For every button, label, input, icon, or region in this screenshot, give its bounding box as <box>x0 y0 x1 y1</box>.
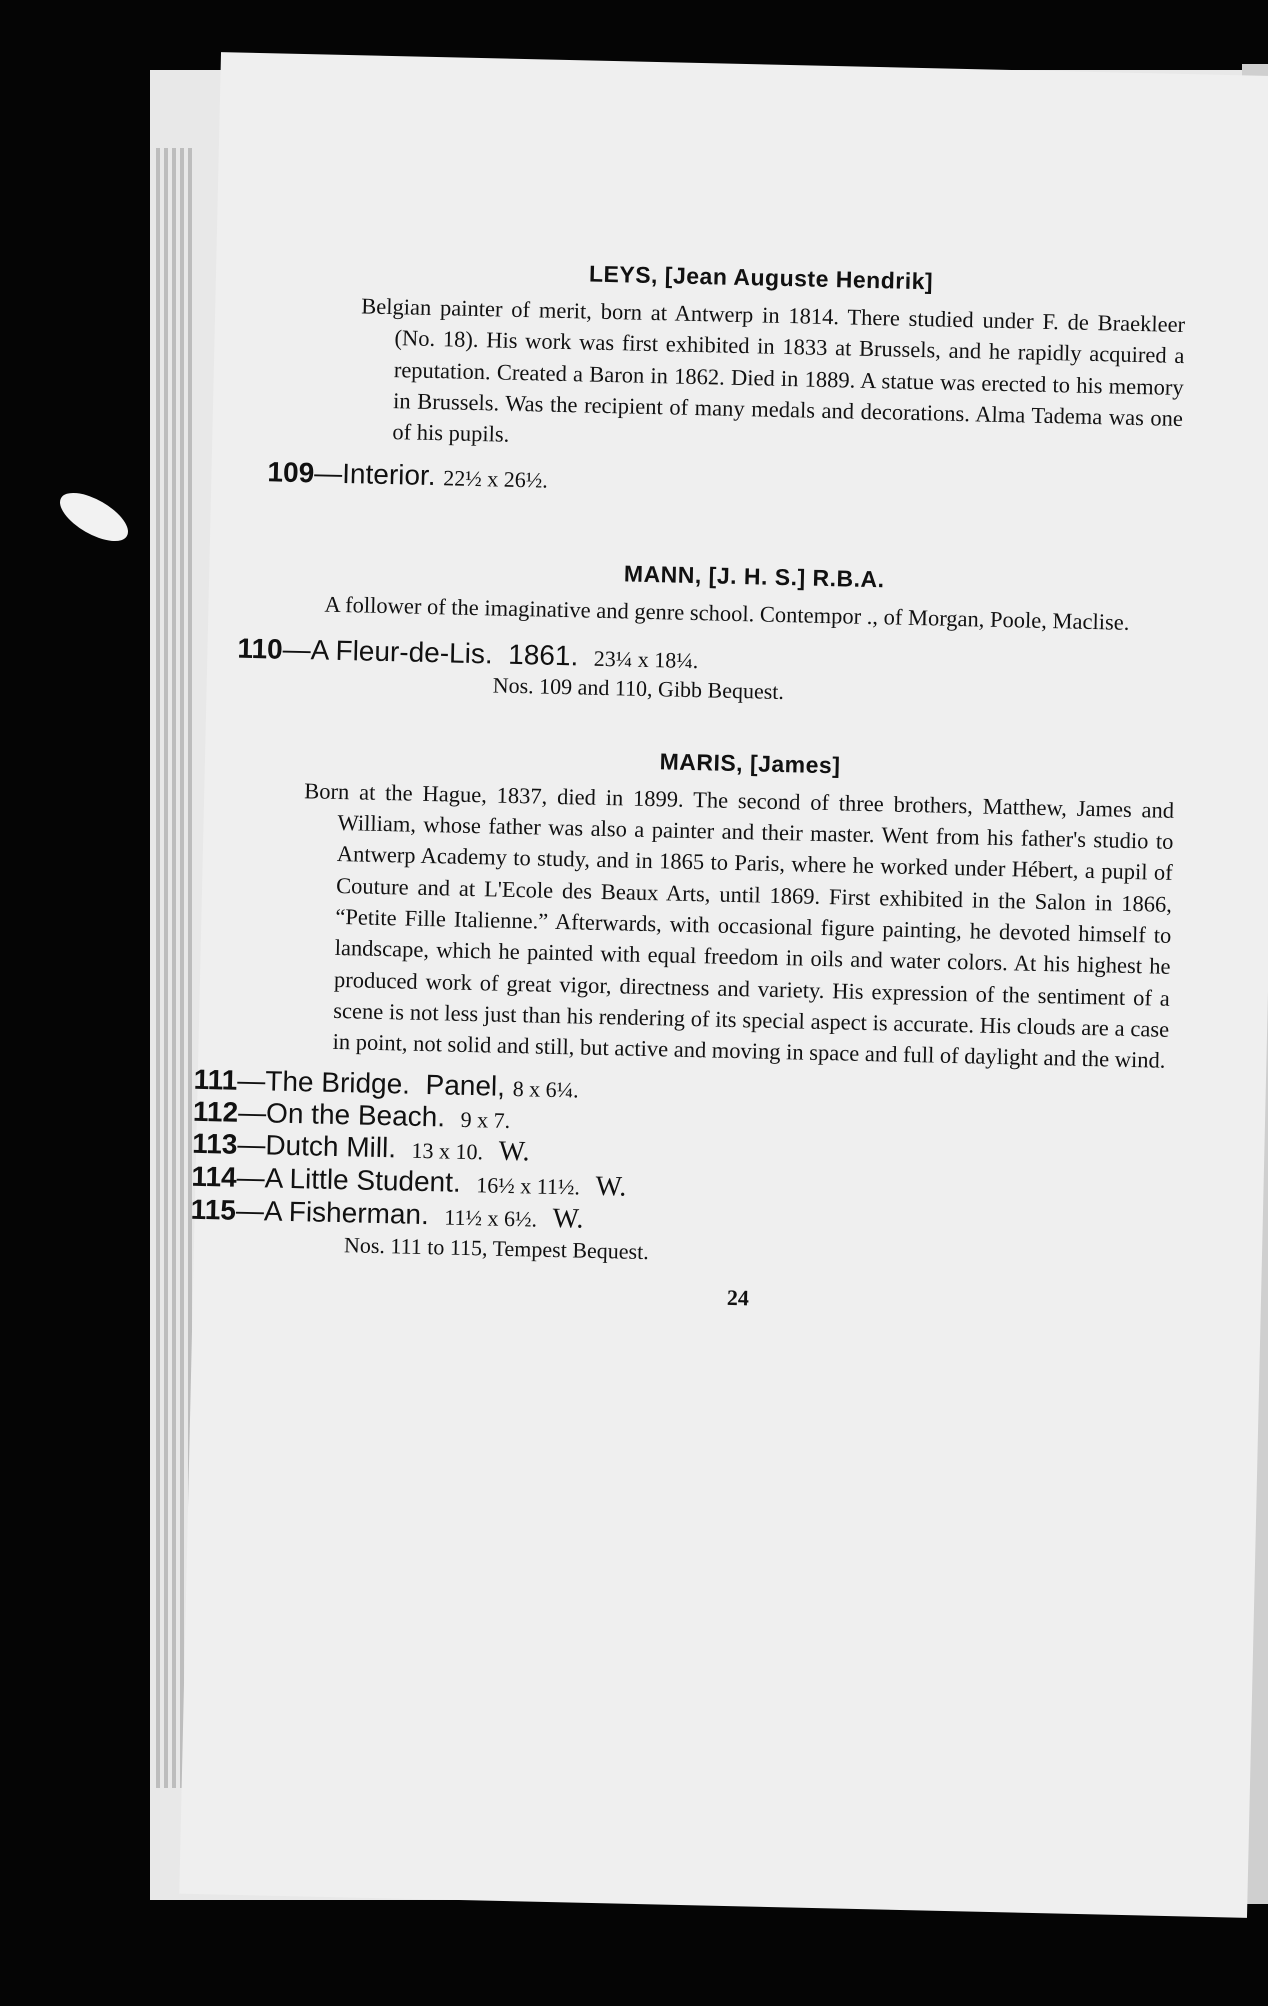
entry-dimensions: 16½ x 11½. <box>475 1172 581 1201</box>
entry-mark: W. <box>498 1136 530 1168</box>
entry-title: —A Fleur-de-Lis. <box>282 633 494 670</box>
entry-title: —A Fisherman. <box>235 1195 430 1231</box>
entry-title: —On the Beach. <box>237 1097 446 1133</box>
page-edge <box>156 148 160 1788</box>
page-edge <box>164 148 168 1788</box>
artist-biography: Belgian painter of merit, born at Antwerp in 1814. There studied under F. de Braekleer (No. 18). His work was first exhibited in 1833 at Brussels, and he rapidly acquired a reputation. Created a Baron in 1862. Died in 1889. A statue was erected to his memory in Brussels. Was the recipient of many medals and decorations. Alma Tadema was one of his pupils. <box>361 293 1186 447</box>
entry-title: —Interior. <box>313 457 436 492</box>
entry-dimensions: 8 x 6¼. <box>512 1076 579 1103</box>
catalog-entry <box>267 457 1181 510</box>
page-edge <box>180 148 184 1788</box>
bequest-note: Nos. 109 and 110, Gibb Bequest. <box>492 672 785 704</box>
bequest-note: Nos. 111 to 115, Tempest Bequest. <box>343 1232 650 1265</box>
artist-biography: A follower of the imaginative and genre school. Contempor ., of Morgan, Poole, Maclise. <box>324 592 1130 636</box>
entry-number: 111 <box>193 1064 238 1097</box>
artist-heading: LEYS, [Jean Auguste Hendrik] <box>588 260 934 295</box>
entry-dimensions: 13 x 10. <box>411 1138 484 1165</box>
entry-number: 114 <box>191 1161 238 1194</box>
artist-heading: MARIS, [James] <box>659 748 841 779</box>
entry-mark: W. <box>552 1203 584 1236</box>
page-edge <box>172 148 176 1788</box>
page-number: 24 <box>726 1285 750 1311</box>
entry-year: 1861. <box>507 638 579 672</box>
works-list <box>190 1064 1167 1249</box>
entry-medium: Panel, <box>425 1069 506 1103</box>
page-content <box>190 255 1187 1321</box>
entry-title: —A Little Student. <box>236 1162 462 1199</box>
entry-number: 109 <box>267 456 315 489</box>
entry-title: —Dutch Mill. <box>237 1129 397 1164</box>
entry-number: 112 <box>192 1096 239 1129</box>
entry-dimensions: 22½ x 26½. <box>443 465 549 494</box>
book-page <box>179 52 1268 1918</box>
entry-number: 115 <box>190 1194 237 1227</box>
entry-dimensions: 23¼ x 18¼. <box>593 645 699 673</box>
entry-number: 113 <box>191 1128 238 1161</box>
paper-fragment <box>53 483 136 550</box>
entry-dimensions: 11½ x 6½. <box>444 1204 538 1233</box>
artist-heading: MANN, [J. H. S.] R.B.A. <box>623 560 885 593</box>
entry-number: 110 <box>237 632 284 665</box>
entry-dimensions: 9 x 7. <box>460 1107 511 1134</box>
entry-title: —The Bridge. <box>236 1065 411 1101</box>
artist-biography: Born at the Hague, 1837, died in 1899. The second of three brothers, Matthew, James and William, whose father was also a painter and their master. Went from his father's studio to Antwerp Academy to study, and in 1865 to Paris, where he worked under Hébert, a pupil of Couture and at L'Ecole des Beaux Arts, until 1869. First exhibited in the Salon in 1866, “Petite Fille Italienne.” Afterwards, with occasional figure painting, he devoted himself to landscape, which he painted with equal freedom in oils and water colors. At his highest he produced work of great vigor, directness and variety. His expression of the sentiment of a scene is not less just than his rendering of its special aspect is accurate. His clouds are a case in point, not solid and still, but active and moving in space and full of daylight and the wind. <box>304 777 1175 1073</box>
entry-mark: W. <box>595 1171 627 1204</box>
